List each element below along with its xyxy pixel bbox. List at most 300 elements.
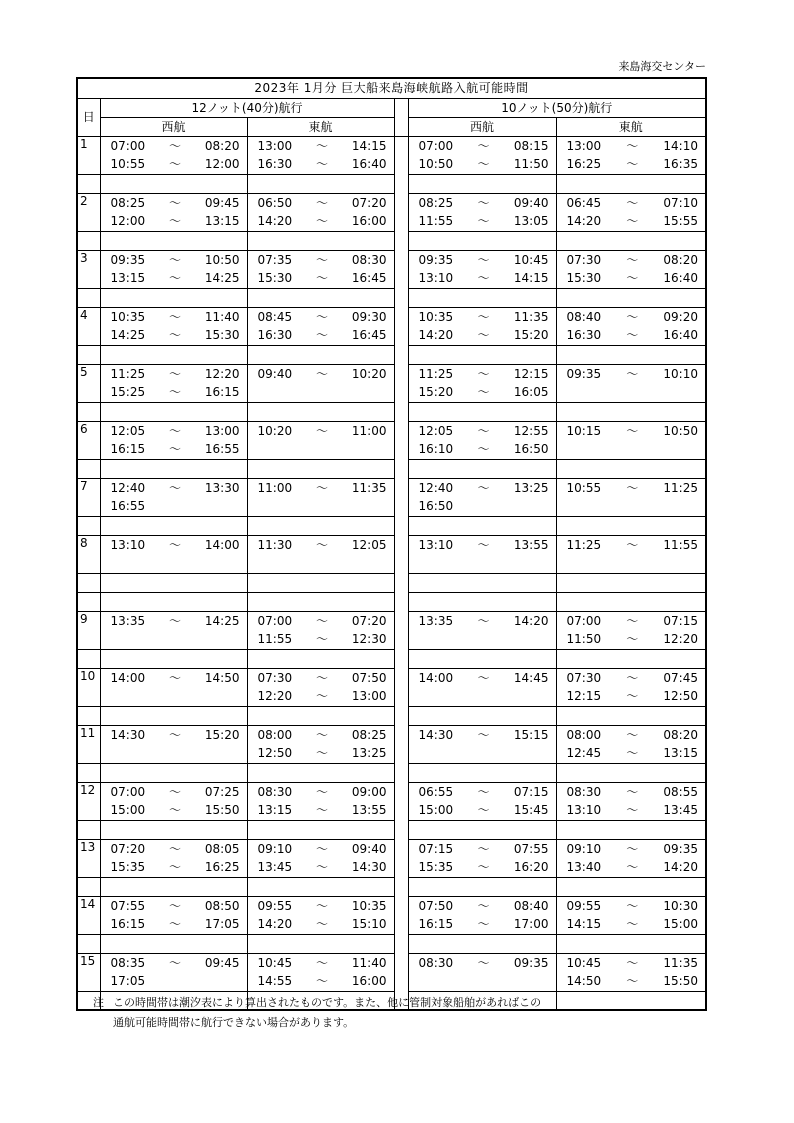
empty-cell <box>556 934 706 953</box>
range-tilde: ～ <box>168 423 181 438</box>
end-time: 16:50 <box>513 442 549 457</box>
end-time: 15:50 <box>663 974 698 989</box>
start-time: 10:45 <box>257 955 293 970</box>
table-row <box>77 554 706 573</box>
column-separator <box>394 269 408 288</box>
range-tilde: ～ <box>626 955 639 970</box>
speed10-east-time-cell <box>556 630 706 649</box>
end-time: 12:30 <box>351 632 387 647</box>
table-row <box>77 915 706 934</box>
empty-cell <box>556 231 706 250</box>
range-tilde: ～ <box>168 157 181 172</box>
end-time: 17:05 <box>204 917 240 932</box>
end-time: 13:25 <box>351 746 387 761</box>
start-time: 11:00 <box>257 480 293 495</box>
empty-cell <box>77 459 100 478</box>
speed12-west-time-cell <box>100 478 247 497</box>
range-tilde: ～ <box>315 366 328 381</box>
end-time: 12:20 <box>663 632 698 647</box>
speed10-east-time-cell <box>556 307 706 326</box>
speed12-west-time-cell <box>100 953 247 972</box>
speed10-west-time-cell <box>408 155 556 174</box>
start-time: 15:30 <box>257 271 293 286</box>
speed10-east-header: 東航 <box>556 117 706 136</box>
column-separator <box>394 611 408 630</box>
start-time: 13:10 <box>418 271 454 286</box>
start-time: 11:25 <box>110 366 146 381</box>
speed10-east-time-cell <box>556 193 706 212</box>
table-row <box>77 782 706 801</box>
start-time: 14:15 <box>566 917 602 932</box>
end-time: 11:35 <box>513 309 549 324</box>
note-line-2: 通航可能時間帯に航行できない場合があります。 <box>113 1016 355 1029</box>
end-time: 08:25 <box>351 727 387 742</box>
start-time: 07:00 <box>110 784 146 799</box>
empty-cell <box>556 991 706 1010</box>
speed12-west-time-cell <box>100 972 247 991</box>
end-time: 13:55 <box>351 803 387 818</box>
empty-cell <box>100 459 247 478</box>
start-time: 07:35 <box>257 252 293 267</box>
empty-cell <box>100 231 247 250</box>
speed10-east-time-cell <box>556 421 706 440</box>
end-time: 09:00 <box>351 784 387 799</box>
range-tilde: ～ <box>626 214 639 229</box>
range-tilde: ～ <box>168 670 181 685</box>
range-tilde: ～ <box>626 480 639 495</box>
range-tilde: ～ <box>315 613 328 628</box>
start-time: 16:25 <box>566 157 602 172</box>
range-tilde: ～ <box>626 784 639 799</box>
column-separator <box>394 649 408 668</box>
column-separator <box>394 839 408 858</box>
column-separator <box>394 820 408 839</box>
empty-cell <box>408 763 556 782</box>
table-row <box>77 972 706 991</box>
speed12-east-time-cell <box>247 668 394 687</box>
range-tilde: ～ <box>168 195 181 210</box>
end-time: 11:40 <box>351 955 387 970</box>
range-tilde: ～ <box>477 366 490 381</box>
start-time: 13:45 <box>257 860 293 875</box>
end-time: 08:20 <box>204 138 240 153</box>
column-separator <box>394 174 408 193</box>
speed12-east-time-cell <box>247 611 394 630</box>
spacer-row <box>77 231 706 250</box>
speed10-west-time-cell <box>408 364 556 383</box>
end-time: 14:15 <box>513 271 549 286</box>
end-time: 13:25 <box>513 480 549 495</box>
column-separator <box>394 155 408 174</box>
start-time: 07:20 <box>110 841 146 856</box>
end-time: 07:20 <box>351 613 387 628</box>
range-tilde: ～ <box>626 537 639 552</box>
column-separator <box>394 763 408 782</box>
column-separator <box>394 782 408 801</box>
end-time: 15:50 <box>204 803 240 818</box>
table-row <box>77 364 706 383</box>
start-time: 14:20 <box>566 214 602 229</box>
column-separator <box>394 193 408 212</box>
start-time: 08:25 <box>418 195 454 210</box>
speed12-west-time-cell <box>100 497 247 516</box>
start-time: 13:35 <box>418 613 454 628</box>
start-time: 08:30 <box>418 955 454 970</box>
empty-cell <box>408 516 556 535</box>
empty-cell <box>100 877 247 896</box>
speed12-west-time-cell <box>100 250 247 269</box>
speed12-west-time-cell <box>100 839 247 858</box>
speed10-east-time-cell <box>556 896 706 915</box>
empty-cell <box>247 877 394 896</box>
empty-cell <box>247 174 394 193</box>
range-tilde: ～ <box>168 898 181 913</box>
end-time: 16:45 <box>351 271 387 286</box>
column-separator <box>394 934 408 953</box>
range-tilde: ～ <box>315 252 328 267</box>
end-time: 13:15 <box>204 214 240 229</box>
column-separator <box>394 516 408 535</box>
spacer-row <box>77 174 706 193</box>
range-tilde: ～ <box>315 746 328 761</box>
speed10-east-time-cell <box>556 250 706 269</box>
speed12-east-time-cell <box>247 440 394 459</box>
speed10-west-time-cell <box>408 383 556 402</box>
end-time: 10:45 <box>513 252 549 267</box>
range-tilde: ～ <box>626 366 639 381</box>
start-time: 11:50 <box>566 632 602 647</box>
range-tilde: ～ <box>315 309 328 324</box>
start-time: 16:30 <box>257 157 293 172</box>
start-time: 10:55 <box>566 480 602 495</box>
speed12-west-time-cell <box>100 668 247 687</box>
empty-cell <box>247 402 394 421</box>
range-tilde: ～ <box>168 385 181 400</box>
end-time: 07:45 <box>663 670 698 685</box>
empty-cell <box>247 288 394 307</box>
range-tilde: ～ <box>626 689 639 704</box>
spacer-row <box>77 706 706 725</box>
range-tilde: ～ <box>315 670 328 685</box>
range-tilde: ～ <box>315 271 328 286</box>
range-tilde: ～ <box>315 898 328 913</box>
end-time: 13:00 <box>204 423 240 438</box>
speed12-east-time-cell <box>247 782 394 801</box>
empty-cell <box>247 763 394 782</box>
speed12-east-time-cell <box>247 155 394 174</box>
start-time: 08:30 <box>257 784 293 799</box>
end-time: 12:50 <box>663 689 698 704</box>
speed10-east-time-cell <box>556 554 706 573</box>
day-number: 1 <box>77 136 100 174</box>
range-tilde: ～ <box>477 537 490 552</box>
speed12-east-time-cell <box>247 136 394 155</box>
range-tilde: ～ <box>168 309 181 324</box>
end-time: 07:55 <box>513 841 549 856</box>
end-time: 15:20 <box>204 727 240 742</box>
end-time: 14:20 <box>513 613 549 628</box>
speed12-west-time-cell <box>100 801 247 820</box>
start-time: 07:30 <box>566 252 602 267</box>
empty-cell <box>556 459 706 478</box>
empty-cell <box>247 820 394 839</box>
start-time: 08:45 <box>257 309 293 324</box>
table-row <box>77 953 706 972</box>
end-time: 13:55 <box>513 537 549 552</box>
note-mark: 注 <box>93 996 104 1009</box>
speed12-east-time-cell <box>247 744 394 763</box>
speed10-west-time-cell <box>408 687 556 706</box>
end-time: 14:25 <box>204 613 240 628</box>
empty-cell <box>77 763 100 782</box>
table-row <box>77 250 706 269</box>
end-time: 09:20 <box>663 309 698 324</box>
empty-cell <box>100 288 247 307</box>
end-time: 14:45 <box>513 670 549 685</box>
end-time: 10:10 <box>663 366 698 381</box>
end-time: 10:50 <box>204 252 240 267</box>
end-time: 13:30 <box>204 480 240 495</box>
speed10-west-time-cell <box>408 744 556 763</box>
day-number: 7 <box>77 478 100 516</box>
start-time: 12:45 <box>566 746 602 761</box>
column-separator <box>394 668 408 687</box>
range-tilde: ～ <box>315 955 328 970</box>
range-tilde: ～ <box>168 271 181 286</box>
start-time: 07:00 <box>110 138 146 153</box>
range-tilde: ～ <box>477 328 490 343</box>
speed12-east-time-cell <box>247 212 394 231</box>
end-time: 12:55 <box>513 423 549 438</box>
speed10-west-time-cell <box>408 193 556 212</box>
range-tilde: ～ <box>477 138 490 153</box>
start-time: 14:50 <box>566 974 602 989</box>
end-time: 11:35 <box>351 480 387 495</box>
speed10-east-time-cell <box>556 668 706 687</box>
end-time: 07:10 <box>663 195 698 210</box>
end-time: 15:20 <box>513 328 549 343</box>
range-tilde: ～ <box>315 917 328 932</box>
start-time: 07:00 <box>566 613 602 628</box>
start-time: 07:00 <box>257 613 293 628</box>
range-tilde: ～ <box>477 955 490 970</box>
speed10-east-time-cell <box>556 535 706 554</box>
speed10-east-time-cell <box>556 364 706 383</box>
speed12-west-time-cell <box>100 915 247 934</box>
range-tilde: ～ <box>168 955 181 970</box>
start-time: 16:15 <box>110 442 146 457</box>
start-time: 07:55 <box>110 898 146 913</box>
speed10-west-time-cell <box>408 839 556 858</box>
empty-cell <box>556 763 706 782</box>
end-time: 08:40 <box>513 898 549 913</box>
end-time: 16:40 <box>351 157 387 172</box>
range-tilde: ～ <box>626 803 639 818</box>
speed12-east-time-cell <box>247 858 394 877</box>
speed10-west-time-cell <box>408 136 556 155</box>
start-time: 13:35 <box>110 613 146 628</box>
start-time: 06:55 <box>418 784 454 799</box>
empty-cell <box>556 288 706 307</box>
start-time: 14:55 <box>257 974 293 989</box>
range-tilde: ～ <box>315 689 328 704</box>
speed10-west-time-cell <box>408 630 556 649</box>
start-time: 16:30 <box>566 328 602 343</box>
speed10-west-time-cell <box>408 307 556 326</box>
end-time: 10:35 <box>351 898 387 913</box>
footnote <box>93 993 541 1033</box>
range-tilde: ～ <box>168 613 181 628</box>
empty-cell <box>556 573 706 592</box>
table-row <box>77 307 706 326</box>
start-time: 10:20 <box>257 423 293 438</box>
end-time: 07:15 <box>513 784 549 799</box>
range-tilde: ～ <box>626 727 639 742</box>
start-time: 09:55 <box>566 898 602 913</box>
table-title: 2023年 1月分 巨大船来島海峡航路入航可能時間 <box>77 78 706 98</box>
end-time: 12:00 <box>204 157 240 172</box>
end-time: 13:00 <box>351 689 387 704</box>
empty-cell <box>100 649 247 668</box>
end-time: 11:55 <box>663 537 698 552</box>
speed12-west-time-cell <box>100 554 247 573</box>
note-line-1: この時間帯は潮汐表により算出されたものです。また、他に管制対象船舶があればこの <box>113 996 542 1009</box>
start-time: 14:25 <box>110 328 146 343</box>
range-tilde: ～ <box>168 784 181 799</box>
table-row <box>77 212 706 231</box>
speed10-east-time-cell <box>556 801 706 820</box>
start-time: 12:15 <box>566 689 602 704</box>
speed12-east-time-cell <box>247 972 394 991</box>
speed12-east-time-cell <box>247 801 394 820</box>
empty-cell <box>100 573 247 592</box>
start-time: 12:40 <box>418 480 454 495</box>
start-time: 12:00 <box>110 214 146 229</box>
column-separator <box>394 915 408 934</box>
end-time: 09:40 <box>351 841 387 856</box>
spacer-row <box>77 516 706 535</box>
day-number: 13 <box>77 839 100 877</box>
day-number: 5 <box>77 364 100 402</box>
end-time: 16:45 <box>351 328 387 343</box>
range-tilde: ～ <box>626 252 639 267</box>
table-row <box>77 497 706 516</box>
end-time: 10:50 <box>663 423 698 438</box>
start-time: 09:40 <box>257 366 293 381</box>
range-tilde: ～ <box>168 841 181 856</box>
range-tilde: ～ <box>626 423 639 438</box>
speed12-east-time-cell <box>247 497 394 516</box>
column-separator <box>394 877 408 896</box>
empty-cell <box>77 649 100 668</box>
end-time <box>202 974 240 988</box>
start-time: 10:35 <box>418 309 454 324</box>
end-time: 12:20 <box>204 366 240 381</box>
column-separator <box>394 687 408 706</box>
speed12-east-time-cell <box>247 630 394 649</box>
start-time: 17:05 <box>110 974 146 989</box>
range-tilde: ～ <box>315 784 328 799</box>
range-tilde: ～ <box>477 157 490 172</box>
speed12-west-time-cell <box>100 440 247 459</box>
speed12-west-time-cell <box>100 155 247 174</box>
range-tilde: ～ <box>626 860 639 875</box>
table-row <box>77 383 706 402</box>
start-time: 15:30 <box>566 271 602 286</box>
speed10-east-time-cell <box>556 155 706 174</box>
empty-cell <box>247 592 394 611</box>
start-time: 10:50 <box>418 157 454 172</box>
end-time: 09:45 <box>204 195 240 210</box>
day-column-header: 日 <box>77 98 100 136</box>
range-tilde: ～ <box>477 252 490 267</box>
column-separator <box>394 383 408 402</box>
start-time: 09:10 <box>257 841 293 856</box>
speed10-east-time-cell <box>556 326 706 345</box>
table-row <box>77 440 706 459</box>
end-time: 16:35 <box>663 157 698 172</box>
end-time: 11:25 <box>663 480 698 495</box>
speed10-west-time-cell <box>408 668 556 687</box>
range-tilde: ～ <box>477 917 490 932</box>
empty-cell <box>408 573 556 592</box>
range-tilde: ～ <box>315 727 328 742</box>
empty-cell <box>77 516 100 535</box>
spacer-row <box>77 459 706 478</box>
empty-cell <box>100 402 247 421</box>
empty-cell <box>556 402 706 421</box>
start-time: 14:20 <box>257 214 293 229</box>
range-tilde: ～ <box>626 138 639 153</box>
speed10-west-time-cell <box>408 554 556 573</box>
empty-cell <box>408 288 556 307</box>
speed12-east-time-cell <box>247 193 394 212</box>
range-tilde: ～ <box>626 974 639 989</box>
start-time: 16:55 <box>110 499 146 514</box>
empty-cell <box>77 345 100 364</box>
start-time: 13:00 <box>257 138 293 153</box>
range-tilde: ～ <box>477 385 490 400</box>
start-time: 12:05 <box>418 423 454 438</box>
speed12-west-time-cell <box>100 269 247 288</box>
range-tilde: ～ <box>626 195 639 210</box>
start-time: 13:10 <box>110 537 146 552</box>
empty-cell <box>408 402 556 421</box>
speed10-west-time-cell <box>408 972 556 991</box>
empty-cell <box>100 706 247 725</box>
range-tilde: ～ <box>626 309 639 324</box>
end-time: 16:55 <box>204 442 240 457</box>
end-time: 08:05 <box>204 841 240 856</box>
end-time: 09:45 <box>204 955 240 970</box>
empty-cell <box>77 706 100 725</box>
table-row <box>77 155 706 174</box>
start-time: 14:20 <box>257 917 293 932</box>
empty-cell <box>77 231 100 250</box>
empty-cell <box>556 820 706 839</box>
range-tilde: ～ <box>626 917 639 932</box>
speed12-west-time-cell <box>100 307 247 326</box>
range-tilde: ～ <box>315 841 328 856</box>
speed10-west-time-cell <box>408 497 556 516</box>
speed12-west-time-cell <box>100 421 247 440</box>
day-number: 8 <box>77 535 100 573</box>
start-time: 15:35 <box>110 860 146 875</box>
column-separator <box>394 896 408 915</box>
speed10-west-time-cell <box>408 250 556 269</box>
start-time: 14:00 <box>418 670 454 685</box>
column-separator <box>394 706 408 725</box>
